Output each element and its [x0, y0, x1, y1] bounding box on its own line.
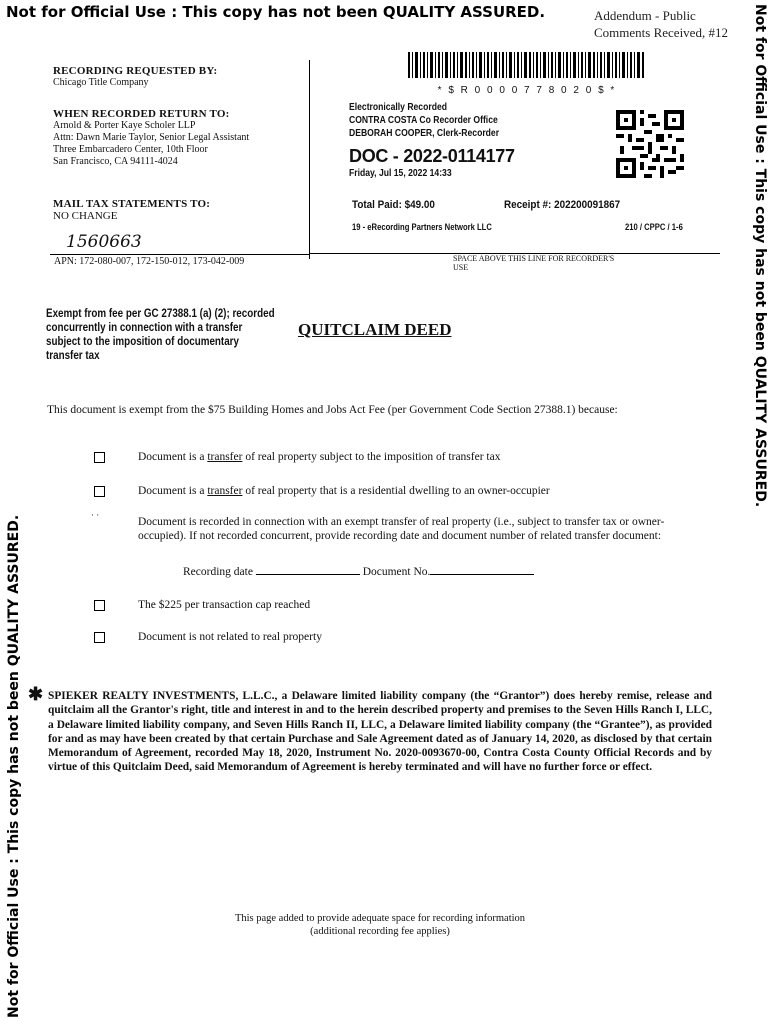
recording-code: 210 / CPPC / 1-6	[625, 222, 683, 232]
related-transfer-fields: Recording date Document No.	[183, 565, 643, 579]
recorder-clerk: DEBORAH COOPER, Clerk-Recorder	[349, 128, 500, 139]
recording-requested-block	[53, 65, 303, 89]
recorder-info	[349, 101, 499, 140]
document-no-field[interactable]	[430, 574, 534, 575]
watermark-right: Not for Official Use : This copy has not been QUALITY ASSURED.	[752, 4, 768, 508]
exemption-intro: This document is exempt from the $75 Building Homes and Jobs Act Fee (per Government Code Section 27388.1) because:	[47, 404, 618, 416]
option-4: The $225 per transaction cap reached	[138, 599, 311, 611]
header-divider	[309, 60, 310, 259]
option-checkbox[interactable]	[94, 632, 105, 643]
option-3: Document is recorded in connection with an exempt transfer of real property (i.e., subject to transfer tax or owner-occupied). If not recorded concurrent, provide recording date and document number of related transfer document:	[138, 516, 665, 542]
mail-tax-value: NO CHANGE	[53, 210, 118, 222]
barcode-image	[408, 52, 646, 86]
qr-code-image	[616, 110, 684, 178]
return-to-line: San Francisco, CA 94111-4024	[53, 156, 178, 167]
return-to-heading-text: WHEN RECORDED RETURN TO:	[53, 108, 230, 120]
asterisk-mark: ✱	[28, 684, 44, 704]
grant-paragraph: SPIEKER REALTY INVESTMENTS, L.L.C., a Delaware limited liability company (the “Grantor”) does hereby remise, release and quitclaim all the Grantor's right, title and interest in and to the herein described property and premises to the Seven Hills Ranch I, LLC, a Delaware limited liability company, and Seven Hills Ranch II, LLC, a Delaware limited liability company (the “Grantee”), as provided for and as may have been created by that certain Purchase and Sale Agreement dated as of January 14, 2020, as disclosed by that certain Memorandum of Agreement, recorded May 18, 2020, Instrument No. 2020-0093670-00, Contra Costa County Official Records and by virtue of this Quitclaim Deed, said Memorandum of Agreement is hereby terminated and will have no further force or effect.	[48, 690, 712, 774]
return-to-line: Attn: Dawn Marie Taylor, Senior Legal Assistant	[53, 132, 250, 143]
recording-requested-heading: RECORDING REQUESTED BY:	[53, 65, 218, 77]
receipt-number: Receipt #: 202200091867	[504, 199, 621, 211]
space-above-note: SPACE ABOVE THIS LINE FOR RECORDER'S USE	[453, 254, 615, 272]
apn-rule	[50, 254, 310, 255]
option-1: Document is a transfer of real property subject to the imposition of transfer tax	[138, 451, 501, 463]
exempt-note: Exempt from fee per GC 27388.1 (a) (2); recorded concurrently in connection with a transfer subject to the imposition of documentary transfer tax	[46, 306, 275, 362]
document-title: QUITCLAIM DEED	[298, 320, 452, 339]
recording-date-field[interactable]	[256, 574, 360, 575]
watermark-left: Not for Official Use : This copy has not been QUALITY ASSURED.	[6, 514, 22, 1018]
footer-note: This page added to provide adequate space for recording information (additional recording fee applies)	[234, 913, 526, 937]
recorder-line: Electronically Recorded	[349, 102, 447, 113]
document-number: DOC - 2022-0114177	[349, 146, 515, 166]
option-checkbox[interactable]	[94, 486, 105, 497]
option-checkbox[interactable]	[94, 600, 105, 611]
submitter: 19 - eRecording Partners Network LLC	[352, 222, 492, 232]
option-5: Document is not related to real property	[138, 631, 322, 643]
return-to-line: Arnold & Porter Kaye Scholer LLP	[53, 120, 196, 131]
recorder-office: CONTRA COSTA Co Recorder Office	[349, 115, 498, 126]
apn: APN: 172-080-007, 172-150-012, 173-042-009	[54, 256, 245, 267]
recording-requested-name: Chicago Title Company	[53, 77, 149, 88]
option-2: Document is a transfer of real property that is a residential dwelling to an owner-occupier	[138, 485, 550, 497]
handwritten-number: 1560663	[66, 232, 142, 252]
return-to-line: Three Embarcadero Center, 10th Floor	[53, 144, 208, 155]
total-paid: Total Paid: $49.00	[352, 199, 435, 211]
mail-tax-block	[53, 198, 303, 222]
option-3-checkmark: · ·	[91, 510, 100, 520]
addendum-label: Addendum - Public Comments Received, #12	[594, 8, 728, 40]
recording-datetime: Friday, Jul 15, 2022 14:33	[349, 168, 452, 179]
watermark-top: Not for Official Use : This copy has not been QUALITY ASSURED.	[6, 3, 546, 21]
return-to-block	[53, 108, 308, 168]
barcode-text: * $ R 0 0 0 0 7 7 8 0 2 0 $ *	[437, 85, 617, 96]
option-checkbox[interactable]	[94, 452, 105, 463]
mail-tax-heading: MAIL TAX STATEMENTS TO:	[53, 198, 211, 210]
